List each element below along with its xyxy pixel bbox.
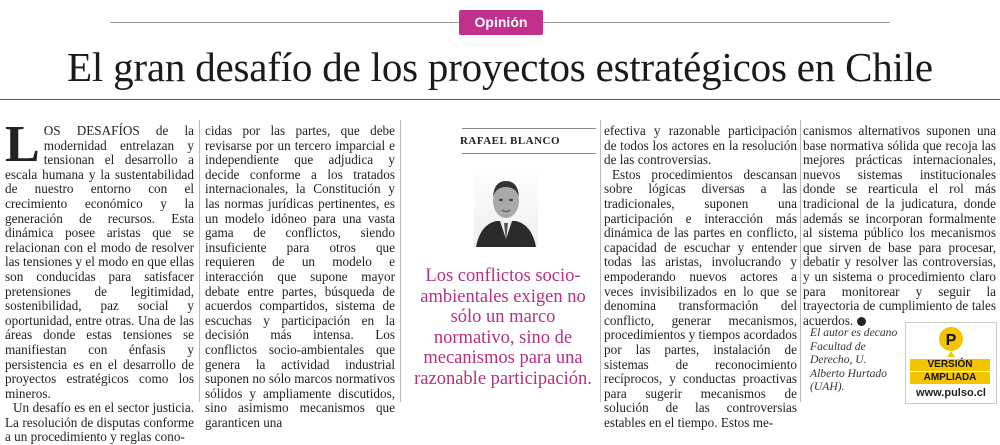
paragraph: Estos procedimientos descansan sobre lógicas diversas a las tradicionales, suponen una participación e interacción más dinámica de las partes en conflicto, capacidad de escuchar y entender todas las aristas, involucrando y empoderando nuevos actores a veces invisibilizados en lo que se denomina transformación del conflicto, generar mecanismos, procedimientos y tiempos acordados por las partes, instalación de sistemas de reconocimiento recíprocos, y conductas proactivas para sugerir mecanismos de solución de las controversias estables en el tiempo. Estos me-: [604, 166, 798, 430]
section-tag[interactable]: Opinión: [459, 10, 543, 35]
author-bio: El autor es decano Facultad de Derecho, U. Alberto Hurtado (UAH).: [810, 326, 898, 394]
column-divider: [800, 120, 801, 402]
article-column-1: [5, 116, 194, 445]
badge-ampliada-label: AMPLIADA: [910, 372, 990, 384]
pull-quote: Los conflictos socio-ambientales exigen no sólo un marco normativo, sino de mecanismos para una razonable participación.: [414, 266, 592, 389]
badge-url-link[interactable]: www.pulso.cl: [916, 387, 986, 399]
article-column-2: [205, 124, 395, 430]
paragraph: [5, 116, 194, 401]
article-column-5: [803, 124, 996, 328]
article-column-4: [604, 124, 797, 430]
drop-cap: L: [5, 116, 40, 173]
paragraph: [803, 124, 996, 328]
author-photo: [474, 167, 538, 247]
author-name: RAFAEL BLANCO: [459, 135, 561, 147]
end-mark-icon: [857, 317, 866, 326]
pulso-logo-letter: P: [945, 332, 957, 349]
paragraph: efectiva y razonable participación de todos los actores en la resolución de las controversias.: [604, 123, 797, 168]
headline-rule: [0, 99, 1000, 100]
column-divider: [400, 120, 401, 402]
paragraph-text: OS DESAFÍOS de la modernidad entrelazan y tensionan el desarrollo a escala humana y la sustentabilidad de nuestro entorno con el crecimiento económico y la generación de recursos. Esta dinámica posee aristas que se relacionan con el modo de resolver las tensiones y el modo en que ellas son conducidas para satisfacer pretensiones de legitimidad, sostenibilidad, paz social y oportunidad, entre otras. Una de las áreas donde estas tensiones se manifiestan con énfasis y persistencia es en el desarrollo de proyectos estratégicos como los mineros.: [5, 123, 194, 401]
paragraph: cidas por las partes, que debe revisarse por un tercero imparcial e independiente que adjudica y decide conforme a los tratados internacionales, la Constitución y las normas jurídicas pertinentes, es un modelo idóneo para una vasta gama de conflictos, siendo insuficiente para otros que requieren de un modelo e interacción que supone mayor debate entre partes, búsqueda de acuerdos compartidos, sistema de escuchas y participación en la decisión más intensa. Los conflictos socio-ambientales que genera la actividad industrial suponen no sólo marcos normativos sólidos y ampliamente discutidos, sino asimismo mecanismos que garanticen una: [205, 123, 395, 430]
author-rule: [462, 128, 596, 129]
author-rule: [462, 153, 596, 154]
paragraph: Un desafío es en el sector justicia. La resolución de disputas conforme a un procedimiento y reglas cono-: [5, 400, 194, 445]
pulso-logo-icon: [937, 326, 965, 358]
headline: El gran desafío de los proyectos estratégicos en Chile: [67, 44, 933, 90]
paragraph-text: canismos alternativos suponen una base normativa sólida que recoja las mejores prácticas internacionales, nuevos sistemas institucionales donde se rearticula el rol más tradicional de la judicatura, donde además se incorporan formalmente al sistema público los mecanismos que sirven de base para procesar, debatir y resolver las controversias, y un sistema o procedimiento claro para monitorear y seguir la trayectoria de cumplimiento de tales acuerdos.: [803, 123, 996, 328]
badge-version-label: VERSIÓN: [910, 359, 990, 371]
column-divider: [199, 120, 200, 402]
column-divider: [600, 120, 601, 402]
